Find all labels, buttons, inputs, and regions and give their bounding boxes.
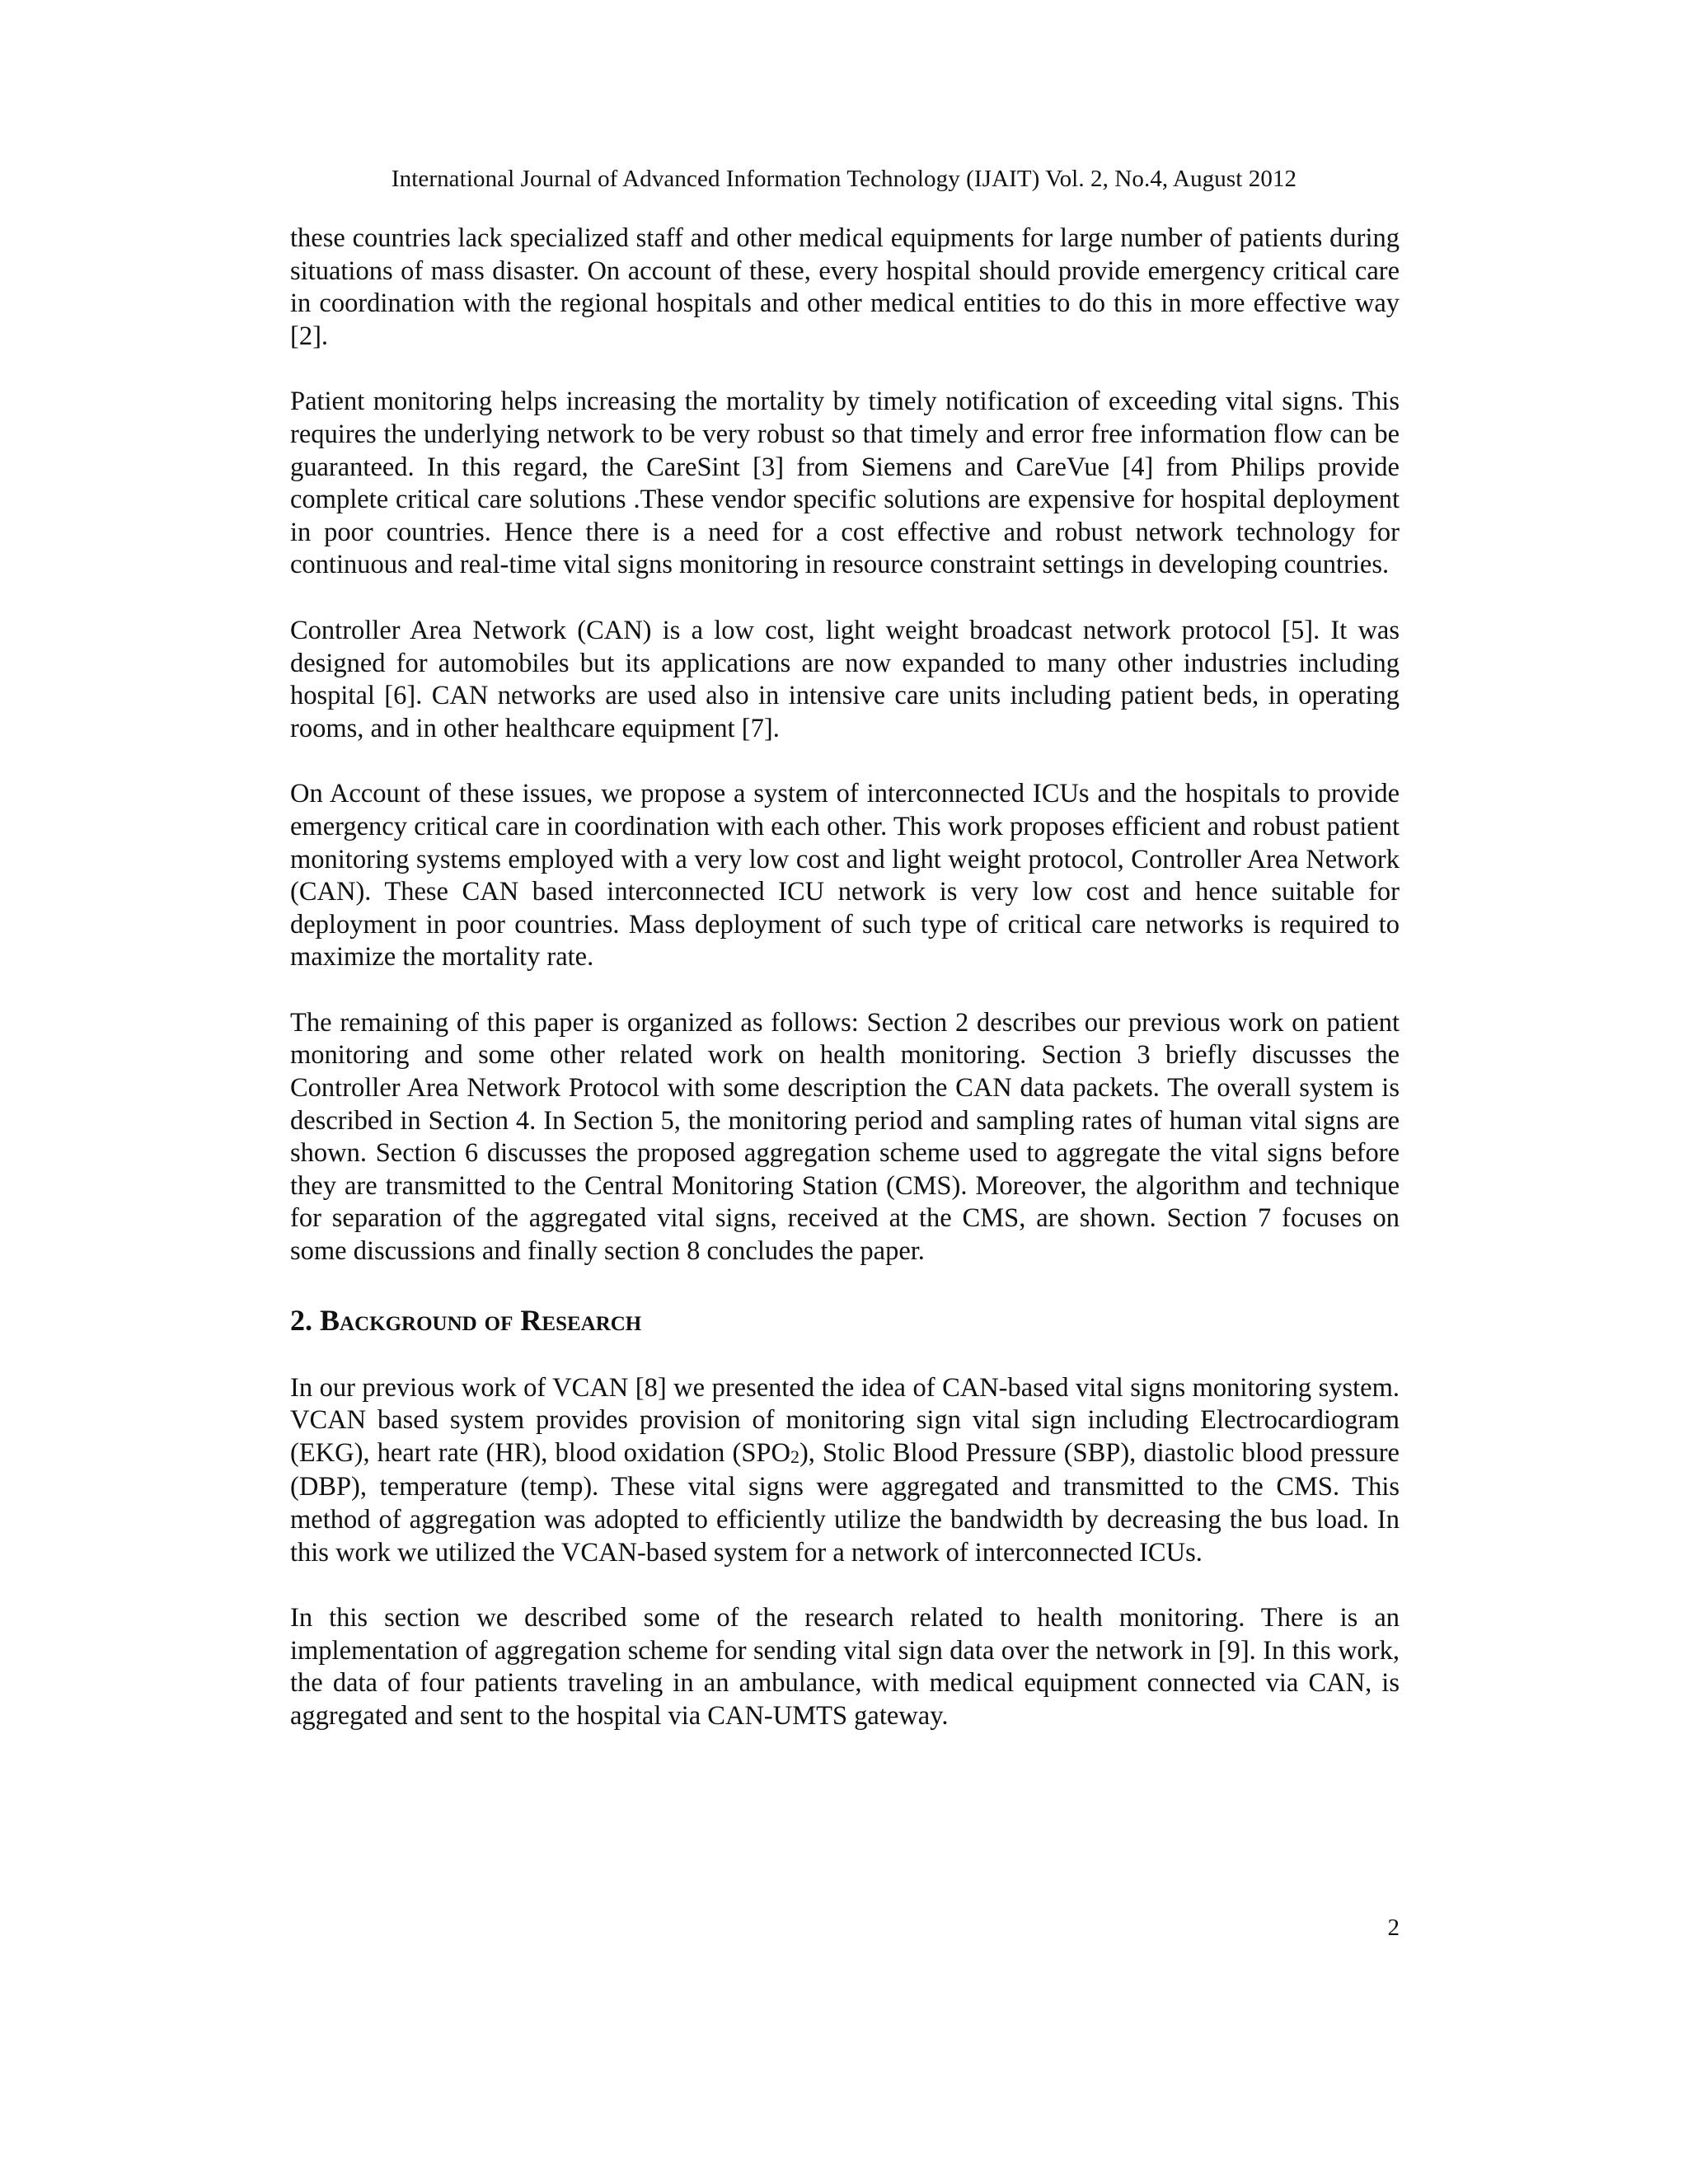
running-header: International Journal of Advanced Information Technology (IJAIT) Vol. 2, No.4, August 2012 (391, 166, 1297, 192)
paragraph-patient-monitoring: Patient monitoring helps increasing the mortality by timely notification of exceeding vital signs. This requires the underlying network to be very robust so that timely and error free information flow can be guaranteed. In this regard, the CareSint [3] from Siemens and CareVue [4] from Philips provide complete critical care solutions .These vendor specific solutions are expensive for hospital deployment in poor countries. Hence there is a need for a cost effective and robust network technology for continuous and real-time vital signs monitoring in resource constraint settings in developing countries. (290, 387, 1400, 580)
vcan-text-part-1: In our previous work of VCAN [8] we presented the idea of CAN-based vital signs monitoring system. VCAN based system provides provision of monitoring sign vital sign including Electrocardiogram (EKG), heart rate (HR), blood oxidation (SPO (290, 1372, 1400, 1468)
vcan-text-part-2: ), Stolic Blood Pressure (SBP), diastolic blood pressure (DBP), temperature (temp). These vital signs were aggregated and transmitted to the CMS. This method of aggregation was adopted to efficiently utilize the bandwidth by decreasing the bus load. In this work we utilized the VCAN-based system for a network of interconnected ICUs. (290, 1437, 1400, 1568)
paragraph-vcan-previous-work (290, 1372, 1400, 1570)
spo2-subscript: 2 (790, 1446, 799, 1467)
paragraph-organization: The remaining of this paper is organized as follows: Section 2 describes our previous work on patient monitoring and some other related work on health monitoring. Section 3 briefly discusses the Controller Area Network Protocol with some description the CAN data packets. The overall system is described in Section 4. In Section 5, the monitoring period and sampling rates of human vital signs are shown. Section 6 discusses the proposed aggregation scheme used to aggregate the vital signs before they are transmitted to the Central Monitoring Station (CMS). Moreover, the algorithm and technique for separation of the aggregated vital signs, received at the CMS, are shown. Section 7 focuses on some discussions and finally section 8 concludes the paper. (290, 1007, 1400, 1267)
paragraph-can-protocol: Controller Area Network (CAN) is a low cost, light weight broadcast network protocol [5]. It was designed for automobiles but its applications are now expanded to many other industries including hospital [6]. CAN networks are used also in intensive care units including patient beds, in operating rooms, and in other healthcare equipment [7]. (290, 615, 1400, 743)
section-title: Background of Research (320, 1303, 642, 1337)
page-number: 2 (1387, 1915, 1400, 1941)
paragraph-disaster-care: these countries lack specialized staff and other medical equipments for large number of patients during situations of mass disaster. On account of these, every hospital should provide emergency critical care in coordination with the regional hospitals and other medical entities to do this in more effective way [2]. (290, 223, 1400, 351)
section-heading (290, 1301, 1400, 1339)
paragraph-proposal: On Account of these issues, we propose a system of interconnected ICUs and the hospitals to provide emergency critical care in coordination with each other. This work proposes efficient and robust patient monitoring systems employed with a very low cost and light weight protocol, Controller Area Network (CAN). These CAN based interconnected ICU network is very low cost and hence suitable for deployment in poor countries. Mass deployment of such type of critical care networks is required to maximize the mortality rate. (290, 779, 1400, 972)
section-number: 2. (290, 1303, 312, 1337)
paragraph-related-work: In this section we described some of the research related to health monitoring. There is an implementation of aggregation scheme for sending vital sign data over the network in [9]. In this work, the data of four patients traveling in an ambulance, with medical equipment connected via CAN, is aggregated and sent to the hospital via CAN-UMTS gateway. (290, 1603, 1400, 1731)
body-text (290, 223, 1400, 1766)
